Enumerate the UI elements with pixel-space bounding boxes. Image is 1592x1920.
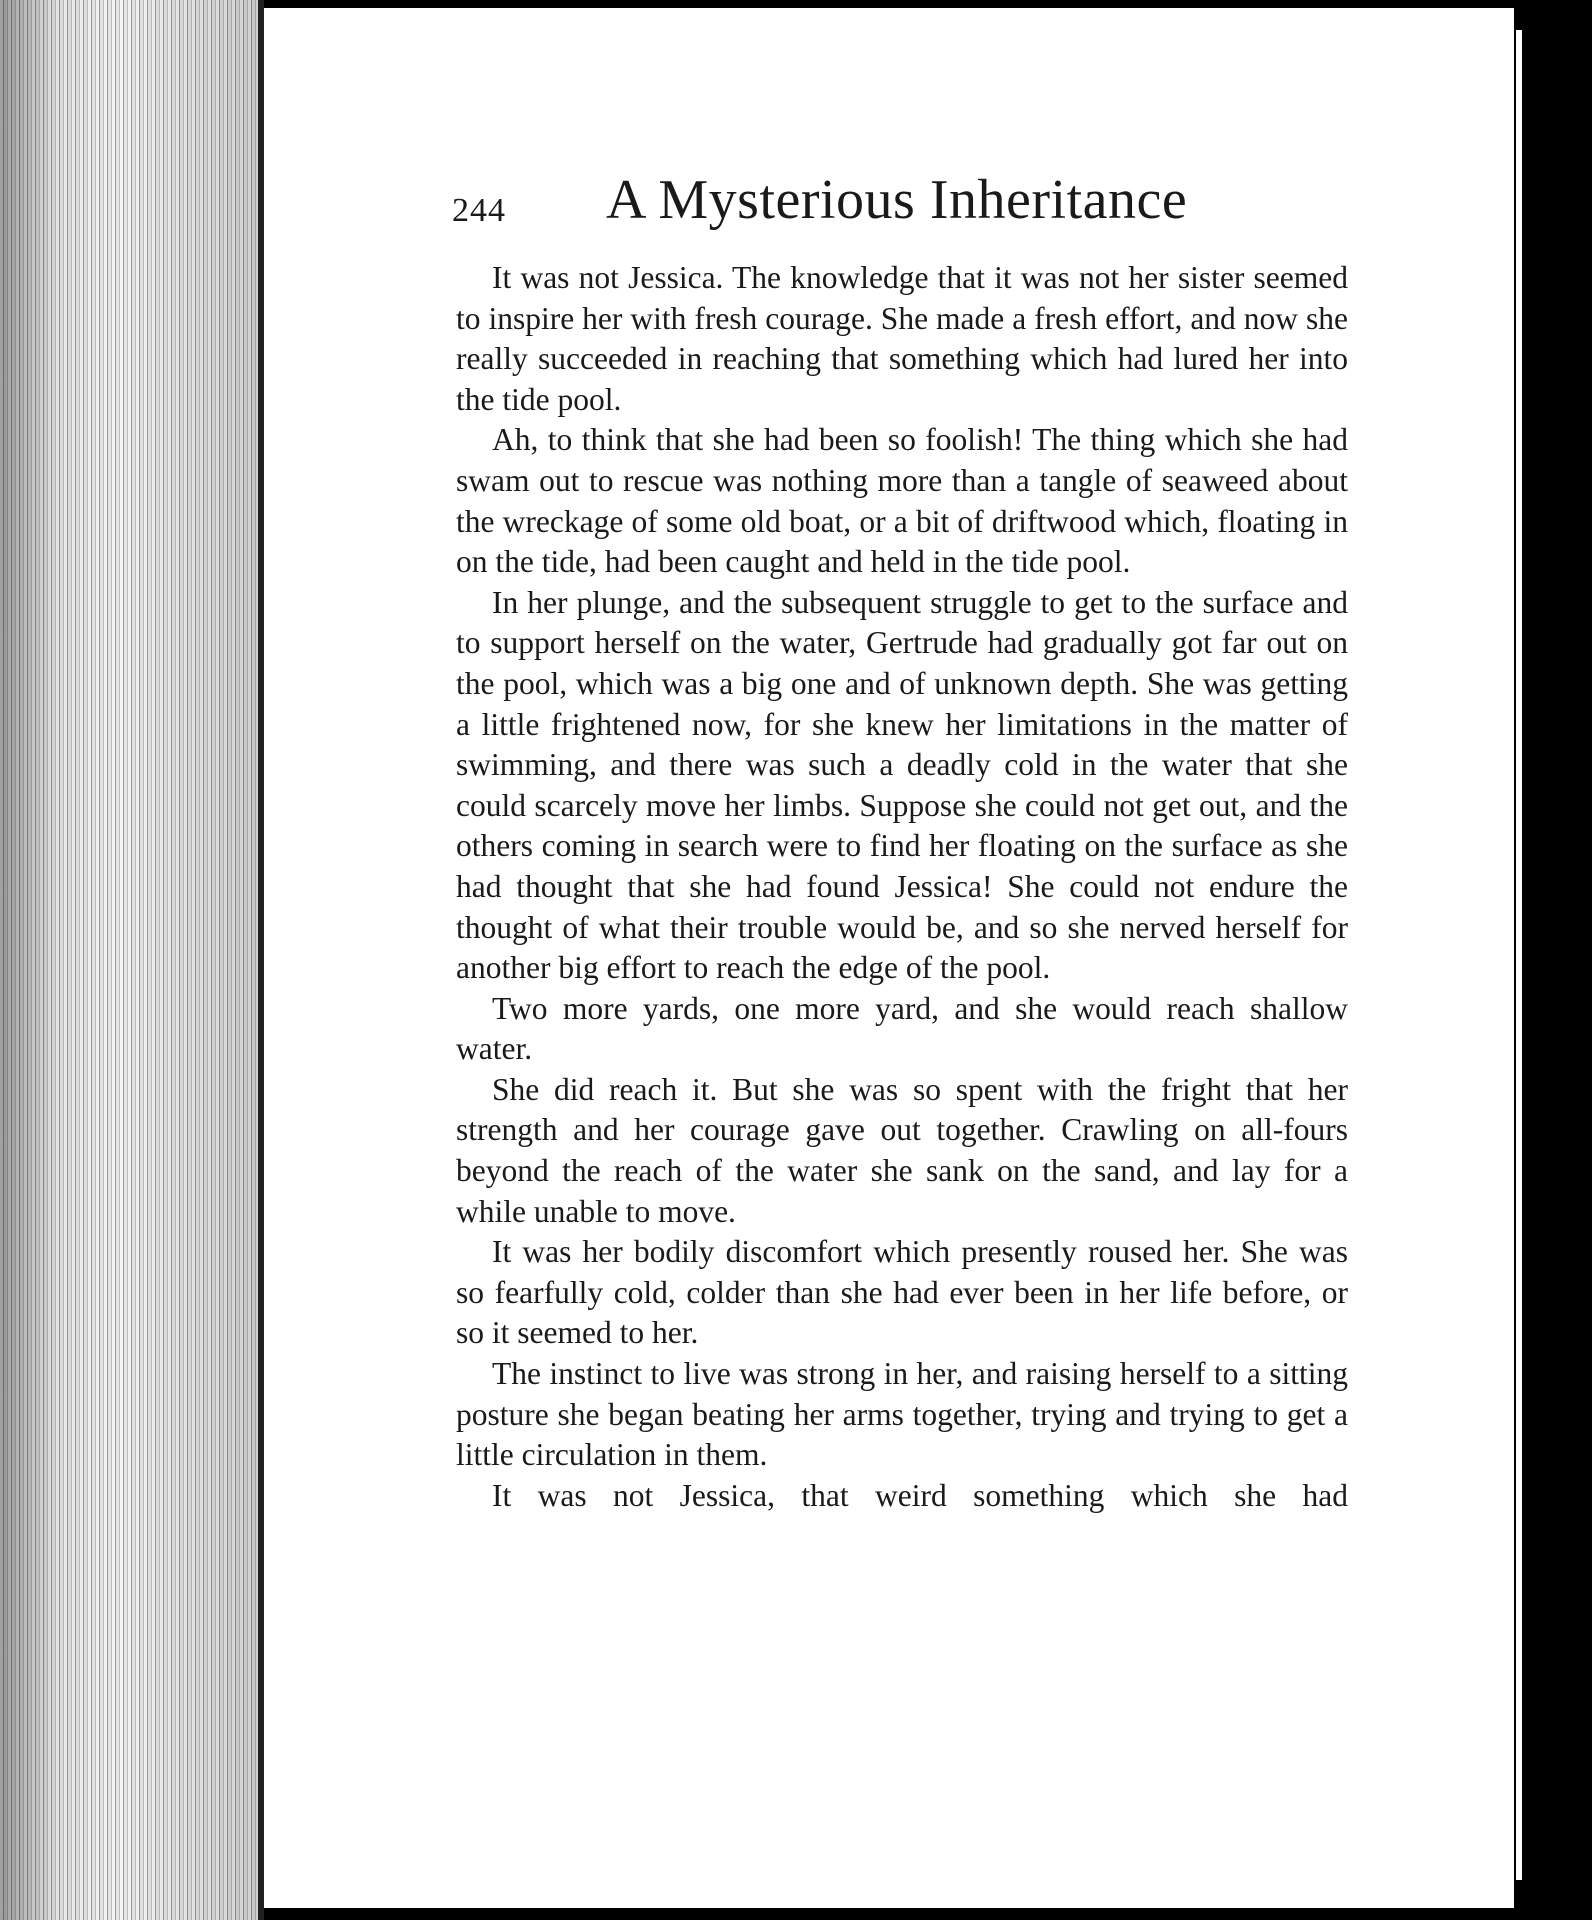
page-stack-edges [0, 0, 262, 1920]
body-text [456, 258, 1348, 1516]
facing-page-sliver [1516, 30, 1522, 1880]
right-margin-edge [1514, 0, 1592, 1920]
paragraph-continued: It was not Jessica, that weird something which she had [492, 1477, 1348, 1513]
paragraph: The instinct to live was strong in her, and raising herself to a sitting posture she began beating her arms together, trying and trying to get a little circulation in them. [456, 1356, 1348, 1473]
paragraph: In her plunge, and the subsequent struggle to get to the surface and to support herself on the water, Gertrude had gradually got far out on the pool, which was a big one and of unknown depth. She was getting a little frightened now, for she knew her limitations in the matter of swimming, and there was such a deadly cold in the water that she could scarcely move her limbs. Suppose she could not get out, and the others coming in search were to find her floating on the surface as she had thought that she had found Jessica! She could not endure the thought of what their trouble would be, and so she nerved herself for another big effort to reach the edge of the pool. [456, 584, 1348, 986]
paragraph: She did reach it. But she was so spent with the fright that her strength and her courage gave out together. Crawling on all-fours beyond the reach of the water she sank on the sand, and lay for a while unable to move. [456, 1071, 1348, 1229]
paragraph: Ah, to think that she had been so foolish! The thing which she had swam out to rescue was nothing more than a tangle of seaweed about the wreckage of some old boat, or a bit of driftwood which, floating in on the tide, had been caught and held in the tide pool. [456, 422, 1348, 580]
running-header [452, 168, 1352, 238]
running-title: A Mysterious Inheritance [606, 169, 1188, 231]
paragraph: It was her bodily discomfort which presently roused her. She was so fearfully cold, colder than she had ever been in her life before, or so it seemed to her. [456, 1234, 1348, 1351]
paragraph: It was not Jessica. The knowledge that it was not her sister seemed to inspire her with fresh courage. She made a fresh effort, and now she really succeeded in reaching that something which had lured her into the tide pool. [456, 260, 1348, 417]
page-number: 244 [452, 192, 506, 229]
paragraph: Two more yards, one more yard, and she would reach shallow water. [456, 990, 1348, 1067]
